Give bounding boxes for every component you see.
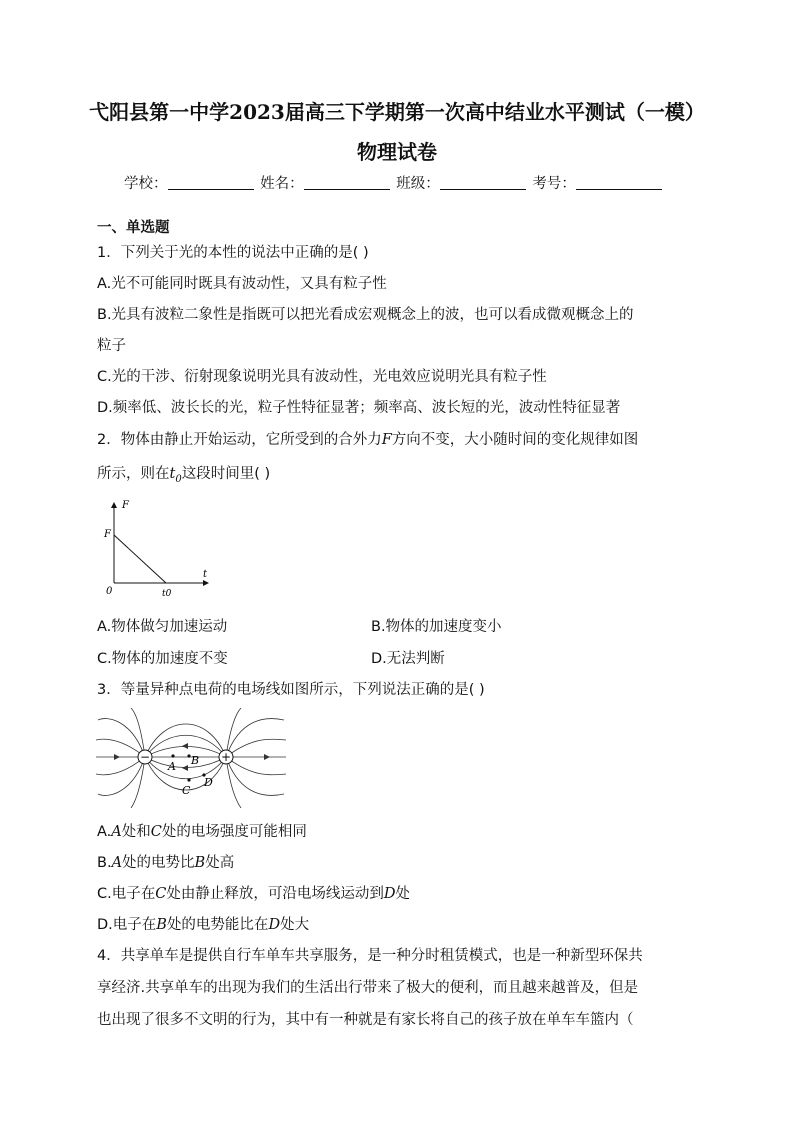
number-label: 考号： <box>532 176 576 192</box>
q1-option-a: A.光不可能同时既具有波动性，又具有粒子性 <box>97 276 387 292</box>
graph-t0-label: t0 <box>162 589 172 599</box>
student-info-row <box>124 172 664 193</box>
school-blank[interactable] <box>168 174 254 190</box>
q3-option-c: C.电子在C处由静止释放，可沿电场线运动到D处 <box>97 886 410 902</box>
q4-line2: 享经济.共享单车的出现为我们的生活出行带来了极大的便利，而且越来越普及，但是 <box>97 980 639 996</box>
name-blank[interactable] <box>304 174 390 190</box>
graph-f-label: F <box>104 529 111 540</box>
section-heading: 一、单选题 <box>97 220 170 236</box>
q1-option-c: C.光的干涉、衍射现象说明光具有波动性，光电效应说明光具有粒子性 <box>97 369 547 385</box>
point-a-label: A <box>168 760 176 773</box>
graph-y-axis-label: F <box>122 500 129 511</box>
point-d-label: D <box>204 776 213 789</box>
positive-charge-label: + <box>221 750 232 764</box>
exam-subtitle: 物理试卷 <box>357 140 437 164</box>
q3-option-a: A.A处和C处的电场强度可能相同 <box>97 824 307 840</box>
q2-option-b: B.物体的加速度变小 <box>371 619 502 635</box>
q2-option-c: C.物体的加速度不变 <box>97 651 228 667</box>
graph-origin-label: 0 <box>106 586 113 597</box>
point-c-label: C <box>182 784 191 797</box>
school-label: 学校： <box>124 176 168 192</box>
q1-option-d: D.频率低、波长长的光，粒子性特征显著；频率高、波长短的光，波动性特征显著 <box>97 400 621 416</box>
name-label: 姓名： <box>260 176 304 192</box>
graph-x-axis-label: t <box>203 569 208 580</box>
q3-option-d: D.电子在B处的电势能比在D处大 <box>97 917 310 933</box>
exam-title: 弋阳县第一中学2023届高三下学期第一次高中结业水平测试（一模） <box>89 100 705 124</box>
q1-option-b: B.光具有波粒二象性是指既可以把光看成宏观概念上的波，也可以看成微观概念上的 <box>97 307 634 323</box>
q2-stem-line1: 2．物体由静止开始运动，它所受到的合外力F方向不变，大小随时间的变化规律如图 <box>97 432 639 448</box>
q3-stem: 3．等量异种点电荷的电场线如图所示，下列说法正确的是( ) <box>97 682 485 698</box>
force-time-graph <box>98 495 218 605</box>
q1-option-b-cont: 粒子 <box>97 338 126 354</box>
q4-line3: 也出现了很多不文明的行为，其中有一种就是有家长将自己的孩子放在单车车篮内（ <box>97 1012 634 1028</box>
class-blank[interactable] <box>440 174 526 190</box>
q2-stem-line2: 所示，则在$t_0$这段时间里( ) <box>97 466 271 485</box>
electric-field-diagram <box>96 708 286 808</box>
q1-stem: 1．下列关于光的本性的说法中正确的是( ) <box>97 245 369 261</box>
q3-option-b: B.A处的电势比B处高 <box>97 855 235 871</box>
point-b-label: B <box>191 754 200 767</box>
q2-option-a: A.物体做匀加速运动 <box>97 619 228 635</box>
number-blank[interactable] <box>576 174 662 190</box>
negative-charge-label: − <box>140 750 151 764</box>
q2-option-d: D.无法判断 <box>371 651 445 667</box>
class-label: 班级： <box>396 176 440 192</box>
q4-line1: 4．共享单车是提供自行车单车共享服务，是一种分时租赁模式，也是一种新型环保共 <box>97 948 643 964</box>
